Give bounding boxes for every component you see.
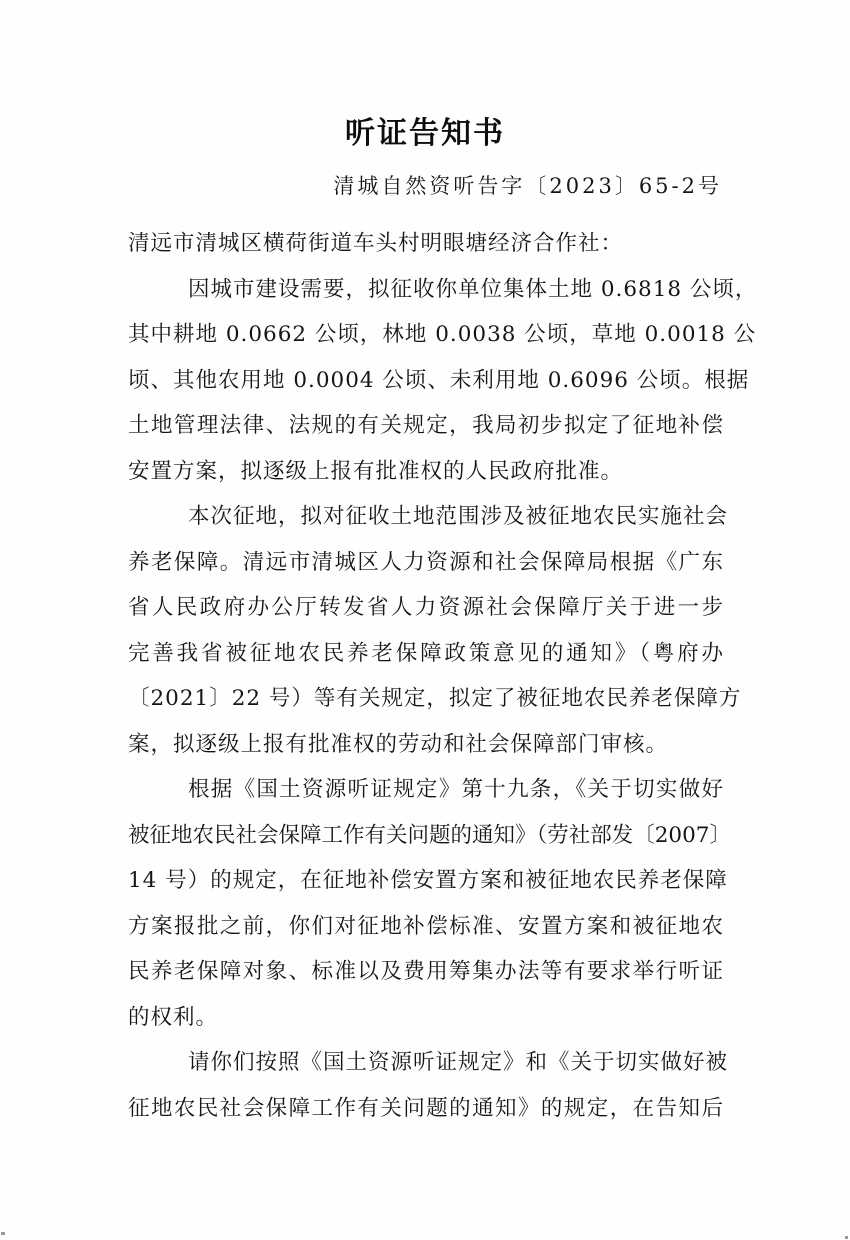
document-body xyxy=(128,226,758,1136)
text-line: 征地农民社会保障工作有关问题的通知》的规定，在告知后 xyxy=(128,1095,724,1121)
text-line: 养老保障。清远市清城区人力资源和社会保障局根据《广东 xyxy=(128,549,724,575)
paragraph-2-line xyxy=(128,499,729,545)
paragraph-2-line xyxy=(128,681,742,727)
text-line: 的权利。 xyxy=(128,1004,219,1030)
text-line: 土地管理法律、法规的有关规定，我局初步拟定了征地补偿 xyxy=(128,413,724,438)
scan-artifact xyxy=(1,1232,5,1235)
paragraph-2-line xyxy=(128,545,724,591)
text-line: 根据《国土资源听证规定》第十九条，《关于切实做好 xyxy=(188,777,724,802)
paragraph-1-line xyxy=(128,363,750,409)
paragraph-3-line xyxy=(128,1000,724,1046)
paragraph-3-line xyxy=(128,863,728,909)
text-line: 因城市建设需要，拟征收你单位集体土地 0.6818 公顷， xyxy=(188,276,758,302)
paragraph-3-line xyxy=(128,772,724,818)
paragraph-3-line xyxy=(128,954,724,1000)
paragraph-1-line xyxy=(128,408,724,454)
text-line: 顷、其他农用地 0.0004 公顷、未利用地 0.6096 公顷。根据 xyxy=(128,367,750,393)
paragraph-2-line xyxy=(128,590,724,636)
text-line: 请你们按照《国土资源听证规定》和《关于切实做好被 xyxy=(188,1050,729,1075)
text-line: 14 号）的规定，在征地补偿安置方案和被征地农民养老保障 xyxy=(128,868,728,893)
addressee-line xyxy=(128,226,724,272)
text-line: 〔2021〕22 号）等有关规定，拟定了被征地农民养老保障方 xyxy=(128,686,742,711)
paragraph-3-line xyxy=(128,909,724,955)
text-line: 省人民政府办公厅转发省人力资源社会保障厅关于进一步 xyxy=(128,595,724,620)
paragraph-3-line xyxy=(128,818,731,864)
text-line: 本次征地，拟对征收土地范围涉及被征地农民实施社会 xyxy=(188,504,729,529)
text-line: 安置方案，拟逐级上报有批准权的人民政府批准。 xyxy=(128,458,624,484)
paragraph-4-line xyxy=(128,1091,724,1137)
scan-artifact xyxy=(845,1236,848,1239)
paragraph-1-line xyxy=(128,317,757,363)
paragraph-1-line xyxy=(128,272,758,318)
text-line: 案，拟逐级上报有批准权的劳动和社会保障部门审核。 xyxy=(128,731,669,757)
paragraph-2-line xyxy=(128,727,724,773)
text-line: 方案报批之前，你们对征地补偿标准、安置方案和被征地农 xyxy=(128,913,724,939)
paragraph-4-line xyxy=(128,1045,729,1091)
paragraph-2-line xyxy=(128,636,724,682)
paragraph-1-line xyxy=(128,454,724,500)
text-line: 被征地农民社会保障工作有关问题的通知》（劳社部发〔2007〕 xyxy=(128,822,731,848)
text-line: 民养老保障对象、标准以及费用筹集办法等有要求举行听证 xyxy=(128,959,724,984)
text-line: 完善我省被征地农民养老保障政策意见的通知》（粤府办 xyxy=(128,640,724,666)
text-line: 其中耕地 0.0662 公顷，林地 0.0038 公顷，草地 0.0018 公 xyxy=(128,322,757,347)
document-title: 听证告知书 xyxy=(345,116,505,151)
addressee: 清远市清城区横荷街道车头村明眼塘经济合作社： xyxy=(128,231,624,256)
document-number: 清城自然资听告字〔2023〕65-2号 xyxy=(333,174,722,198)
